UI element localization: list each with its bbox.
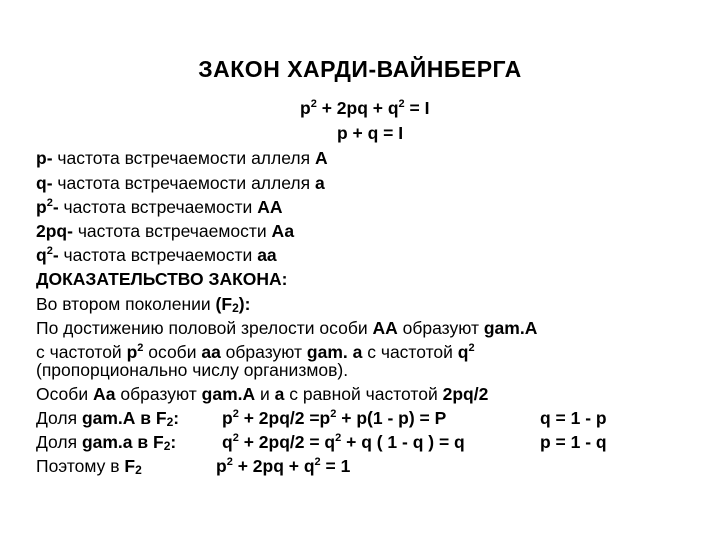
- eq-part: + 2pq/2 = q: [238, 432, 336, 452]
- text-span: По достижению половой зрелости особи: [36, 318, 373, 338]
- gamete-span: gam.А в F: [81, 408, 167, 428]
- share-label: [36, 432, 176, 452]
- symbol-dash: -: [52, 245, 59, 265]
- share-relation: p = 1 - q: [540, 432, 607, 452]
- share-equation: [222, 432, 465, 452]
- text-span: Особи: [36, 384, 93, 404]
- conclusion-label: [36, 456, 142, 476]
- gamete-span: gam. а: [306, 342, 363, 362]
- eq-sup: 2: [314, 456, 321, 468]
- eq-sup: 2: [335, 432, 342, 444]
- generation-symbol: [216, 294, 251, 314]
- eq-sup: 2: [226, 456, 233, 468]
- proof-line-d: [36, 384, 488, 404]
- text-span: образуют: [220, 342, 307, 362]
- gamete-span: gam.А: [201, 384, 256, 404]
- definition-row: [36, 245, 277, 265]
- formula-p: p: [300, 98, 311, 118]
- eq-part: q: [222, 432, 233, 452]
- eq-sup: 2: [232, 432, 239, 444]
- gamete-span: gam.А: [483, 318, 538, 338]
- freq-symbol: [127, 342, 144, 362]
- proof-line-b: [36, 342, 475, 362]
- sub-span: 2: [135, 463, 142, 477]
- eq-part: + q ( 1 - q ) = q: [341, 432, 465, 452]
- symbol-base: q: [36, 245, 47, 265]
- definition-symbol: [36, 197, 59, 217]
- freq-sup: 2: [137, 342, 144, 354]
- symbol-sup: 2: [46, 197, 53, 209]
- formula-main: [300, 98, 429, 118]
- freq-sup: 2: [468, 342, 475, 354]
- eq-part: = 1: [320, 456, 351, 476]
- definition-text: частота встречаемости: [58, 245, 258, 265]
- gamete-span: а: [274, 384, 285, 404]
- freq-symbol: [458, 342, 475, 362]
- symbol-sup: 2: [46, 245, 53, 257]
- share-gamete: [82, 432, 176, 452]
- sub-span: 2: [163, 439, 171, 453]
- proof-line-c: (пропорционально числу организмов).: [36, 360, 349, 380]
- share-label: [36, 408, 179, 428]
- formula-sup: 2: [310, 98, 317, 110]
- generation-text: Во втором поколении: [36, 294, 216, 314]
- definition-symbol: 2pq-: [36, 221, 73, 241]
- generation-close: ):: [238, 294, 251, 314]
- definition-gene: Аа: [271, 221, 295, 241]
- share-line-b: [36, 432, 696, 454]
- symbol-base: p: [36, 197, 47, 217]
- definition-row: [36, 197, 282, 217]
- colon-span: :: [170, 432, 177, 452]
- gene-span: АА: [372, 318, 398, 338]
- text-span: с равной частотой: [284, 384, 443, 404]
- definition-gene: А: [314, 148, 328, 168]
- conclusion-equation: [216, 456, 350, 476]
- share-equation: [222, 408, 446, 428]
- text-span: образуют: [115, 384, 202, 404]
- eq-part: p: [216, 456, 227, 476]
- eq-sup: 2: [232, 408, 239, 420]
- definition-symbol: [36, 245, 59, 265]
- text-span: Доля: [36, 408, 82, 428]
- definition-gene: а: [314, 173, 325, 193]
- symbol-dash: -: [52, 197, 59, 217]
- text-span: с частотой: [36, 342, 127, 362]
- definition-symbol: q-: [36, 173, 53, 193]
- freq-value: 2pq/2: [442, 384, 489, 404]
- text-span: Поэтому в: [36, 456, 125, 476]
- eq-sup: 2: [330, 408, 337, 420]
- definition-row: [36, 148, 328, 168]
- eq-part: + 2pq/2 =p: [238, 408, 331, 428]
- formula-part: + 2pq + q: [316, 98, 399, 118]
- definition-text: частота встречаемости аллеля: [52, 173, 315, 193]
- freq-base: q: [457, 342, 469, 362]
- definition-text: частота встречаемости аллеля: [52, 148, 315, 168]
- eq-part: + 2pq + q: [232, 456, 315, 476]
- gene-span: Аа: [92, 384, 116, 404]
- share-relation: q = 1 - p: [540, 408, 607, 428]
- share-gamete: [82, 408, 179, 428]
- eq-part: + p(1 - p) = P: [336, 408, 447, 428]
- freq-base: p: [126, 342, 138, 362]
- text-span: с частотой: [362, 342, 458, 362]
- generation-f: (F: [215, 294, 233, 314]
- proof-line-a: [36, 318, 537, 338]
- text-span: Доля: [36, 432, 82, 452]
- eq-part: p: [222, 408, 233, 428]
- page-title: ЗАКОН ХАРДИ-ВАЙНБЕРГА: [198, 56, 522, 82]
- definition-gene: АА: [257, 197, 283, 217]
- conclusion-line: [36, 456, 696, 478]
- sub-span: 2: [166, 415, 174, 429]
- formula-sum: p + q = I: [337, 123, 404, 143]
- definition-text: частота встречаемости: [72, 221, 272, 241]
- definition-symbol: p-: [36, 148, 53, 168]
- f-span: F: [124, 456, 136, 476]
- gamete-span: gam.а в F: [81, 432, 164, 452]
- generation-line: [36, 294, 250, 314]
- definition-row: [36, 173, 325, 193]
- colon-span: :: [173, 408, 180, 428]
- definition-gene: аа: [257, 245, 277, 265]
- text-span: особи: [143, 342, 202, 362]
- share-line-a: [36, 408, 696, 430]
- formula-part: = I: [404, 98, 430, 118]
- definition-text: частота встречаемости: [58, 197, 258, 217]
- proof-heading: ДОКАЗАТЕЛЬСТВО ЗАКОНА:: [36, 269, 288, 289]
- text-span: образуют: [397, 318, 484, 338]
- definition-row: [36, 221, 294, 241]
- formula-sup: 2: [398, 98, 405, 110]
- generation-sub: 2: [232, 301, 239, 315]
- gene-span: аа: [201, 342, 221, 362]
- conclusion-f: [124, 456, 141, 476]
- text-span: и: [255, 384, 275, 404]
